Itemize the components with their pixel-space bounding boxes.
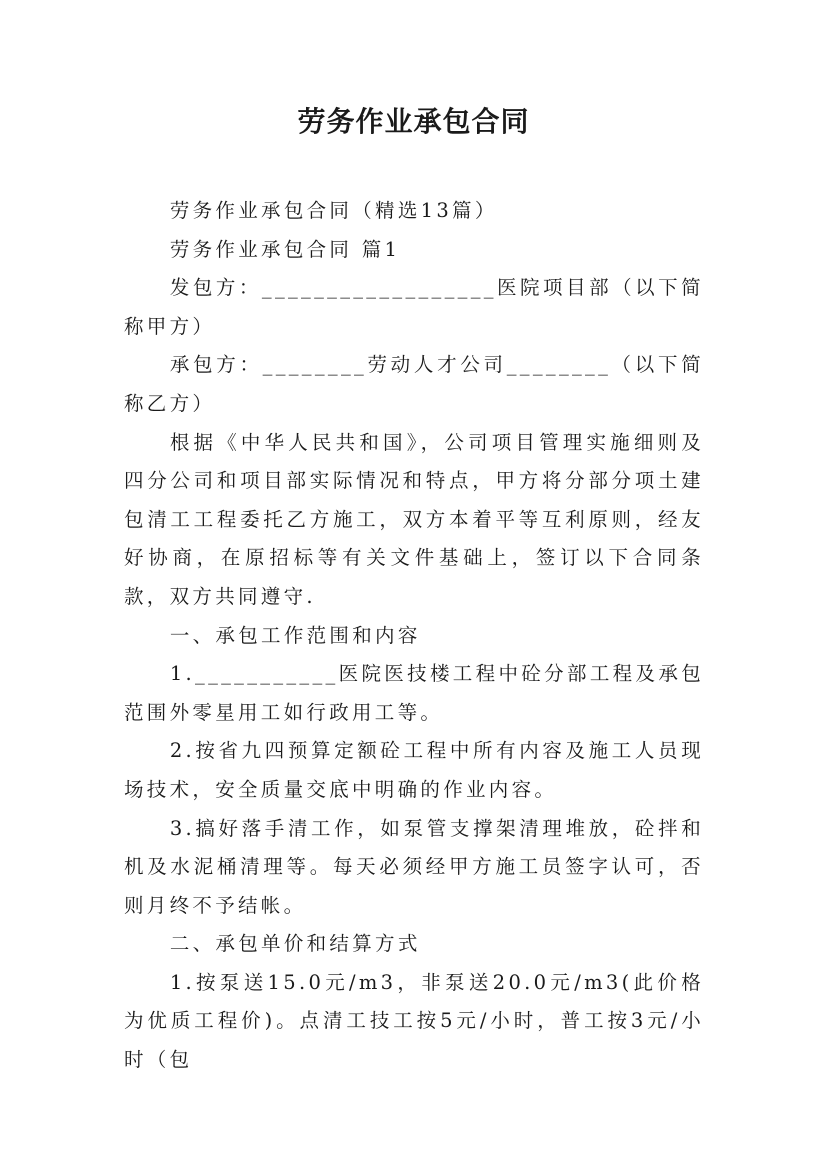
paragraph-contractee-party: 承包方：________劳动人才公司________（以下简称乙方） <box>124 353 704 415</box>
paragraph-contractor-party: 发包方：__________________医院项目部（以下简称甲方） <box>124 276 704 338</box>
paragraph-heading-scope: 一、承包工作范围和内容 <box>169 623 421 647</box>
paragraph-scope-item-2: 2.按省九四预算定额砼工程中所有内容及施工人员现场技术，安全质量交底中明确的作业内容。 <box>124 739 704 801</box>
paragraph-scope-item-1: 1.___________医院医技楼工程中砼分部工程及承包范围外零星用工如行政用工等。 <box>124 662 704 724</box>
paragraph-section-heading: 劳务作业承包合同 篇1 <box>169 237 401 261</box>
paragraph-subtitle: 劳务作业承包合同（精选13篇） <box>169 199 498 222</box>
paragraph-price-item-1: 1.按泵送15.0元/m3，非泵送20.0元/m3(此价格为优质工程价)。点清工技工按5元/小时，普工按3元/小时（包 <box>124 970 704 1072</box>
paragraph-scope-item-3: 3.搞好落手清工作，如泵管支撑架清理堆放，砼拌和机及水泥桶清理等。每天必须经甲方施工员签字认可，否则月终不予结帐。 <box>124 816 704 917</box>
paragraph-heading-price: 二、承包单价和结算方式 <box>169 932 421 956</box>
document-body <box>124 192 704 1080</box>
paragraph-preamble: 根据《中华人民共和国》，公司项目管理实施细则及四分公司和项目部实际情况和特点，甲方将分部分项土建包清工工程委托乙方施工，双方本着平等互利原则，经友好协商，在原招标等有关文件基础上，签订以下合同条款，双方共同遵守. <box>124 430 704 608</box>
document-title: 劳务作业承包合同 <box>297 105 530 138</box>
